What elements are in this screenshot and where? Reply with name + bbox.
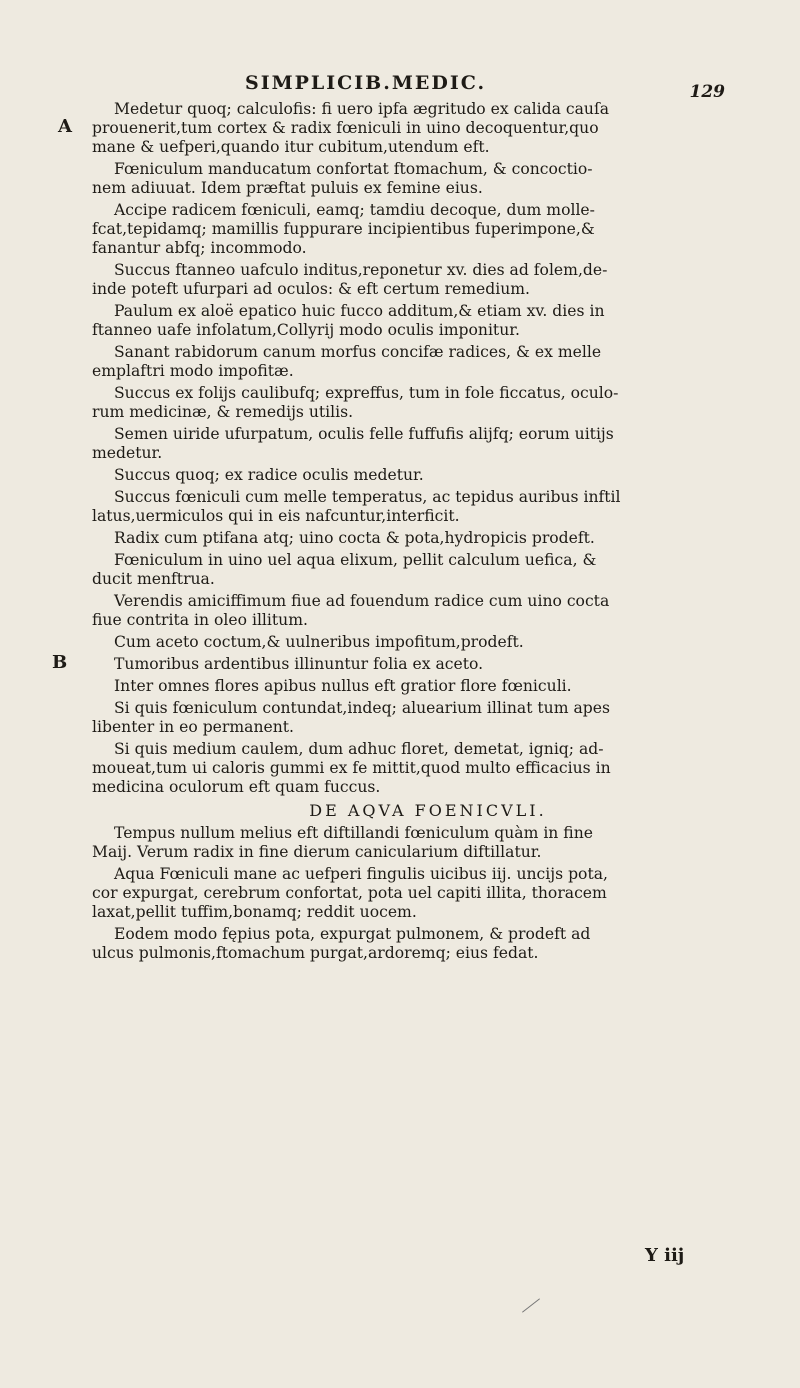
text-line: ulcus pulmonis,ftomachum purgat,ardoremq; eius fedat. xyxy=(92,944,539,962)
text-line: latus,uermiculos qui in eis nafcuntur,interficit. xyxy=(92,507,460,525)
page-number: 129 xyxy=(689,82,725,102)
text-line: emplaftri modo impofitæ. xyxy=(92,362,294,380)
text-line: Fœniculum in uino uel aqua elixum, pellit calculum uefica, & xyxy=(114,551,597,569)
text-line: cor expurgat, cerebrum confortat, pota uel capiti illita, thoracem xyxy=(92,884,607,902)
text-line: nem adiuuat. Idem præftat puluis ex femine eius. xyxy=(92,179,483,197)
text-line: Cum aceto coctum,& uulneribus impofitum,prodeft. xyxy=(114,633,524,651)
section-heading: DE AQVA FOENICVLI. xyxy=(309,801,547,820)
text-line: medetur. xyxy=(92,444,163,462)
text-line: fiue contrita in oleo illitum. xyxy=(92,611,308,629)
text-line: rum medicinæ, & remedijs utilis. xyxy=(92,403,354,421)
text-line: Inter omnes flores apibus nullus eft gratior flore fœniculi. xyxy=(114,677,572,695)
body-text xyxy=(92,100,724,966)
paragraph-group-main xyxy=(92,100,724,797)
text-line: Semen uiride ufurpatum, oculis felle fuffufis alijfq; eorum uitijs xyxy=(114,425,614,443)
text-line: Succus ftanneo uafculo inditus,reponetur xv. dies ad folem,de- xyxy=(114,261,608,279)
paragraph xyxy=(92,302,724,340)
text-line: Paulum ex aloë epatico huic fucco additum,& etiam xv. dies in xyxy=(114,302,605,320)
text-line: Accipe radicem fœniculi, eamq; tamdiu decoque, dum molle- xyxy=(114,201,595,219)
text-line: fcat,tepidamq; mamillis fuppurare incipientibus fuperimpone,& xyxy=(92,220,595,238)
text-line: Aqua Fœniculi mane ac uefperi fingulis uicibus iij. uncijs pota, xyxy=(114,865,608,883)
text-line: Succus quoq; ex radice oculis medetur. xyxy=(114,466,424,484)
text-line: Radix cum ptifana atq; uino cocta & pota,hydropicis prodeft. xyxy=(114,529,595,547)
text-line: laxat,pellit tuffim,bonamq; reddit uocem. xyxy=(92,903,417,921)
text-line: moueat,tum ui caloris gummi ex fe mittit,quod multo efficacius in xyxy=(92,759,611,777)
paragraph xyxy=(92,425,724,463)
text-line: Medetur quoq; calculofis: fi uero ipfa ægritudo ex calida cauſa xyxy=(114,100,610,118)
text-line: Tempus nullum melius eft diftillandi fœniculum quàm in fine xyxy=(114,824,593,842)
running-head: SIMPLICIB.MEDIC. xyxy=(245,72,487,94)
paragraph xyxy=(92,740,724,797)
stray-pen-mark xyxy=(522,1298,540,1312)
text-line: Si quis fœniculum contundat,indeq; aluearium illinat tum apes xyxy=(114,699,610,717)
text-line: Verendis amiciffimum fiue ad fouendum radice cum uino cocta xyxy=(114,592,610,610)
text-line: Tumoribus ardentibus illinuntur folia ex aceto. xyxy=(114,655,484,673)
paragraph xyxy=(92,551,724,589)
paragraph xyxy=(92,466,724,485)
paragraph xyxy=(92,100,724,157)
paragraph xyxy=(92,201,724,258)
text-line: prouenerit,tum cortex & radix fœniculi in uino decoquentur,quo xyxy=(92,119,599,137)
text-line: Fœniculum manducatum confortat ftomachum, & concoctio- xyxy=(114,160,593,178)
text-line: Sanant rabidorum canum morfus concifæ radices, & ex melle xyxy=(114,343,602,361)
paragraph xyxy=(92,592,724,630)
paragraph xyxy=(92,633,724,652)
margin-marker-b: B xyxy=(52,652,68,673)
paragraph xyxy=(92,261,724,299)
paragraph xyxy=(92,925,724,963)
text-line: Succus ex folijs caulibufq; expreffus, tum in fole ficcatus, oculo- xyxy=(114,384,619,402)
text-line: Succus fœniculi cum melle temperatus, ac tepidus auribus inftil xyxy=(114,488,621,506)
paragraph xyxy=(92,488,724,526)
paragraph xyxy=(92,824,724,862)
paragraph xyxy=(92,699,724,737)
paragraph xyxy=(92,677,724,696)
text-line: Eodem modo fępius pota, expurgat pulmonem, & prodeft ad xyxy=(114,925,591,943)
paragraph xyxy=(92,529,724,548)
text-line: medicina oculorum eft quam fuccus. xyxy=(92,778,381,796)
paragraph xyxy=(92,343,724,381)
text-line: ftanneo uafe infolatum,Collyrij modo oculis imponitur. xyxy=(92,321,520,339)
paragraph xyxy=(92,160,724,198)
paragraph xyxy=(92,865,724,922)
paragraph-group-aqua xyxy=(92,824,724,963)
text-line: libenter in eo permanent. xyxy=(92,718,294,736)
paragraph xyxy=(92,655,724,674)
text-line: Maij. Verum radix in fine dierum canicularium diftillatur. xyxy=(92,843,542,861)
text-line: ducit menftrua. xyxy=(92,570,215,588)
signature-mark: Y iij xyxy=(645,1245,685,1266)
paragraph xyxy=(92,384,724,422)
text-line: Si quis medium caulem, dum adhuc floret, demetat, igniq; ad- xyxy=(114,740,604,758)
text-line: mane & uefperi,quando itur cubitum,utendum eft. xyxy=(92,138,490,156)
margin-marker-a: A xyxy=(58,116,72,137)
text-line: inde poteft ufurpari ad oculos: & eft certum remedium. xyxy=(92,280,531,298)
text-line: fanantur abfq; incommodo. xyxy=(92,239,307,257)
